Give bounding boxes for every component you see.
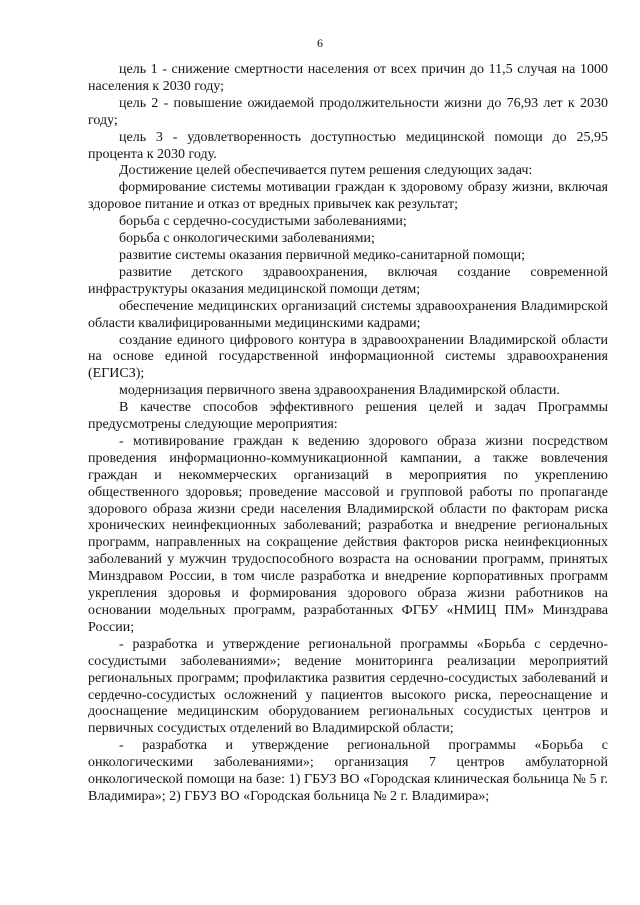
task-digital-contour: создание единого цифрового контура в здравоохранении Владимирской области на основе единой государственной информационной системы здравоохранения (ЕГИСЗ); [88,332,608,382]
measure-motivation: - мотивирование граждан к ведению здорового образа жизни посредством проведения информационно-коммуникационной кампании, а также вовлечения граждан и некоммерческих организаций в мероприятия по укреплению общественного здоровья; проведение массовой и групповой работы по пропаганде здорового образа жизни среди населения Владимирской области по факторам риска хронических неинфекционных заболеваний; разработка и внедрение региональных программ, направленных на сокращение действия факторов риска неинфекционных заболеваний у мужчин трудоспособного возраста на основании программ, принятых Минздравом России, в том числе разработка и внедрение корпоративных программ укрепления здоровья и формирования здорового образа жизни работников на основании модельных программ, разработанных ФГБУ «НМИЦ ПМ» Минздрава России; [88,433,608,635]
task-medical-staff: обеспечение медицинских организаций системы здравоохранения Владимирской области квалифицированными медицинскими кадрами; [88,298,608,331]
page-number: 6 [317,36,323,50]
task-oncology: борьба с онкологическими заболеваниями; [119,231,375,247]
measure-oncology-program: - разработка и утверждение региональной программы «Борьба с онкологическими заболеваниями»; организация 7 центров амбулаторной онкологической помощи на базе: 1) ГБУЗ ВО «Городская клиническая больница № 5 г. Владимира»; 2) ГБУЗ ВО «Городская больница № 2 г. Владимира»; [88,738,608,804]
task-primary-care: развитие системы оказания первичной медико-санитарной помощи; [119,247,526,263]
goal-3-paragraph: цель 3 - удовлетворенность доступностью медицинской помощи до 25,95 процента к 2030 году. [88,129,608,162]
measure-cardiovascular-program: - разработка и утверждение региональной программы «Борьба с сердечно-сосудистыми заболеваниями»; ведение мониторинга реализации мероприятий региональных программ; профилактика развития сердечно-сосудистых заболеваний и сердечно-сосудистых осложнений у пациентов высокого риска, переоснащение и дооснащение медицинским оборудованием региональных сосудистых центров и первичных сосудистых отделений во Владимирской области; [88,636,608,737]
task-modernization: модернизация первичного звена здравоохранения Владимирской области. [119,383,560,399]
tasks-intro-paragraph: Достижение целей обеспечивается путем решения следующих задач: [119,163,533,179]
document-body [88,62,608,806]
goal-1-paragraph: цель 1 - снижение смертности населения от всех причин до 11,5 случая на 1000 населения к 2030 году; [88,62,608,94]
task-healthy-lifestyle: формирование системы мотивации граждан к здоровому образу жизни, включая здоровое питание и отказ от вредных привычек как результат; [88,180,608,213]
measures-intro-paragraph: В качестве способов эффективного решения целей и задач Программы предусмотрены следующие мероприятия: [88,400,608,433]
task-child-healthcare: развитие детского здравоохранения, включая создание современной инфраструктуры оказания медицинской помощи детям; [88,264,608,297]
task-cardiovascular: борьба с сердечно-сосудистыми заболеваниями; [119,214,407,230]
goal-2-paragraph: цель 2 - повышение ожидаемой продолжительности жизни до 76,93 лет к 2030 году; [88,95,608,128]
